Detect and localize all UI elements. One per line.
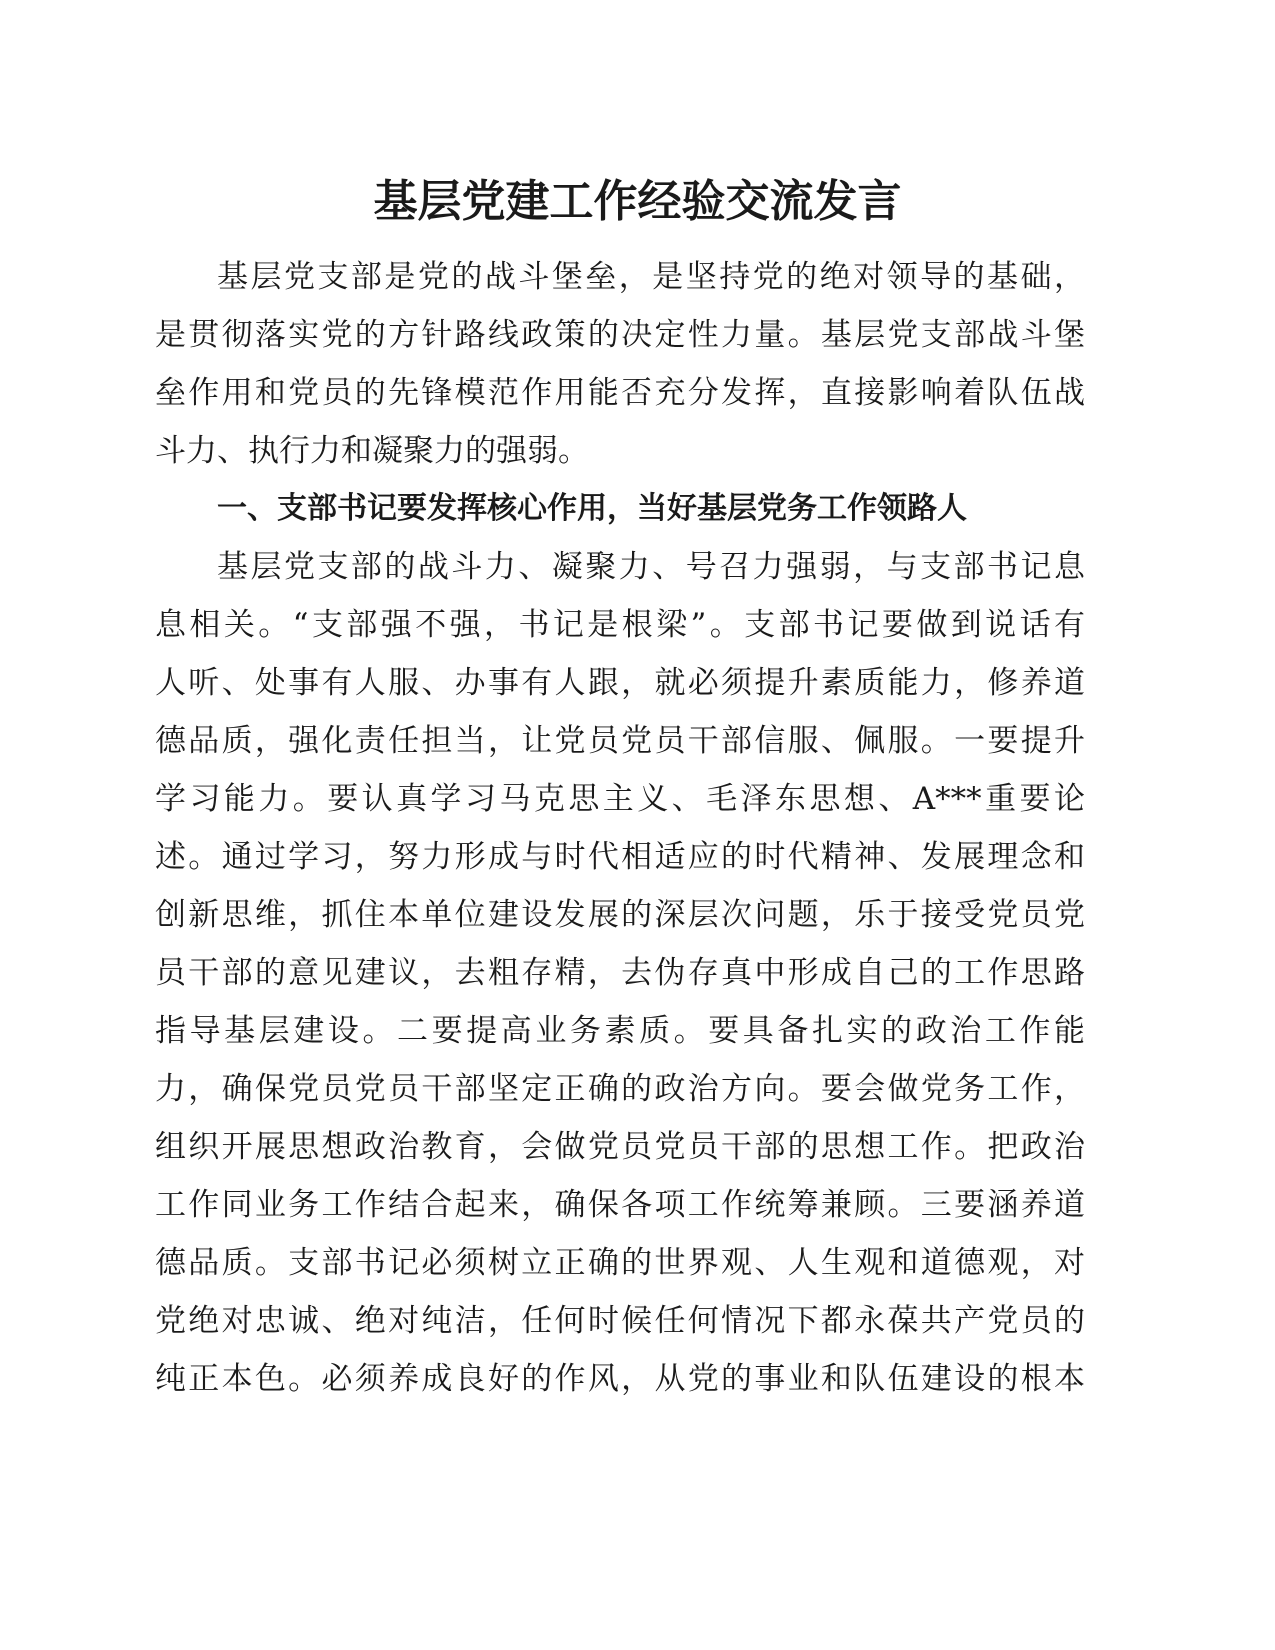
section-1-line-5: 学习能力。要认真学习马克思主义、毛泽东思想、A***重要论	[155, 781, 1085, 817]
section-1-line-12: 工作同业务工作结合起来，确保各项工作统筹兼顾。三要涵养道	[155, 1187, 1085, 1223]
section-1-heading: 一、支部书记要发挥核心作用，当好基层党务工作领路人	[217, 491, 967, 526]
section-1-line-15: 纯正本色。必须养成良好的作风，从党的事业和队伍建设的根本	[155, 1361, 1085, 1397]
section-1-line-10: 力，确保党员党员干部坚定正确的政治方向。要会做党务工作，	[155, 1071, 1085, 1107]
document-title: 基层党建工作经验交流发言	[373, 176, 902, 227]
intro-line-1: 基层党支部是党的战斗堡垒，是坚持党的绝对领导的基础，	[217, 259, 1085, 295]
section-1-line-2: 息相关。“支部强不强，书记是根梁”。支部书记要做到说话有	[155, 607, 1085, 643]
intro-line-2: 是贯彻落实党的方针路线政策的决定性力量。基层党支部战斗堡	[155, 317, 1085, 353]
section-1-line-1: 基层党支部的战斗力、凝聚力、号召力强弱，与支部书记息	[217, 549, 1085, 585]
section-1-line-13: 德品质。支部书记必须树立正确的世界观、人生观和道德观，对	[155, 1245, 1085, 1281]
section-1-line-4: 德品质，强化责任担当，让党员党员干部信服、佩服。一要提升	[155, 723, 1085, 759]
section-1-line-9: 指导基层建设。二要提高业务素质。要具备扎实的政治工作能	[155, 1013, 1085, 1049]
section-1-line-3: 人听、处事有人服、办事有人跟，就必须提升素质能力，修养道	[155, 665, 1085, 701]
section-1-line-8: 员干部的意见建议，去粗存精，去伪存真中形成自己的工作思路	[155, 955, 1085, 991]
section-1-line-7: 创新思维，抓住本单位建设发展的深层次问题，乐于接受党员党	[155, 897, 1085, 933]
section-1-line-6: 述。通过学习，努力形成与时代相适应的时代精神、发展理念和	[155, 839, 1085, 875]
intro-line-4: 斗力、执行力和凝聚力的强弱。	[155, 433, 589, 469]
section-1-line-11: 组织开展思想政治教育，会做党员党员干部的思想工作。把政治	[155, 1129, 1085, 1165]
section-1-line-14: 党绝对忠诚、绝对纯洁，任何时候任何情况下都永葆共产党员的	[155, 1303, 1085, 1339]
intro-line-3: 垒作用和党员的先锋模范作用能否充分发挥，直接影响着队伍战	[155, 375, 1085, 411]
